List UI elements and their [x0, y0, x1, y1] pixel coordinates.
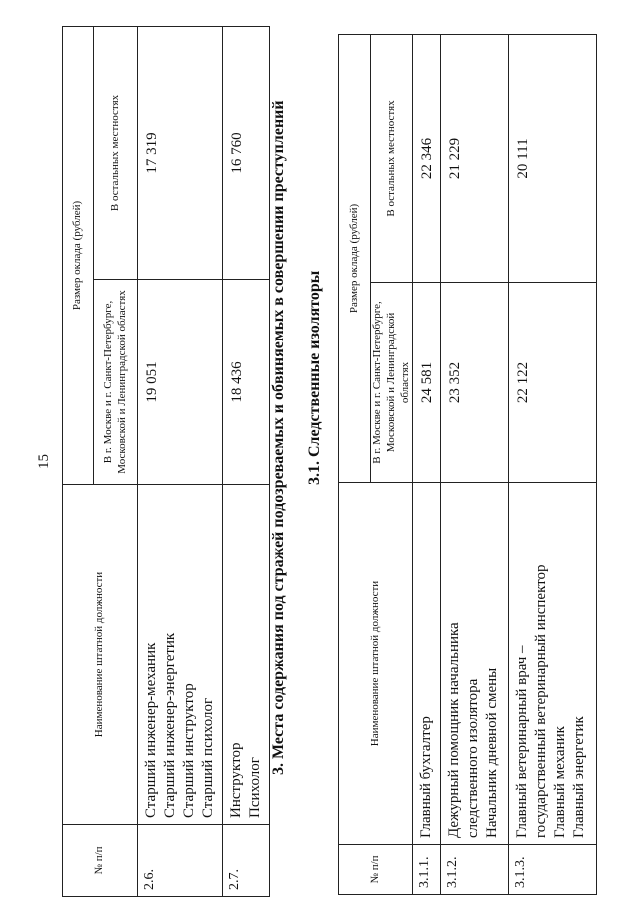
position-cell	[441, 483, 509, 845]
section-heading: 3. Места содержания под стражей подозреваемых и обвиняемых в совершении преступлений	[270, 100, 287, 775]
position-line: Главный ветеринарный врач –	[514, 645, 531, 838]
header-other: В остальных местностях	[94, 26, 138, 279]
salary-moscow: 24 581	[413, 283, 441, 483]
salary-moscow: 22 122	[509, 283, 597, 483]
position-line: Старший инструктор	[181, 683, 197, 818]
header-salary: Размер оклада (рублей)	[63, 26, 94, 484]
header-moscow: В г. Москве и г. Санкт-Петербурге, Московской и Ленинградской областях	[94, 280, 138, 485]
table-row	[223, 26, 270, 896]
header-moscow: В г. Москве и г. Санкт-Петербурге, Московской и Ленинградской областях	[371, 283, 413, 483]
row-number: 2.6.	[138, 825, 223, 897]
position-line: Психолог	[247, 757, 263, 818]
salary-other: 21 229	[441, 34, 509, 282]
row-number: 2.7.	[223, 825, 270, 897]
position-line: Главный механик	[552, 726, 569, 838]
salary-other: 17 319	[138, 26, 223, 279]
position-line: Старший психолог	[200, 697, 216, 818]
table-row	[413, 34, 441, 894]
salary-table-1	[62, 26, 270, 897]
header-no: № п/п	[339, 845, 413, 895]
salary-moscow: 23 352	[441, 283, 509, 483]
position-cell	[509, 483, 597, 845]
header-other: В остальных местностях	[371, 34, 413, 282]
header-position: Наименование штатной должности	[339, 483, 413, 845]
position-line: Главный бухгалтер	[418, 716, 435, 838]
table-row	[441, 34, 509, 894]
salary-moscow: 19 051	[138, 280, 223, 485]
subsection-heading: 3.1. Следственные изоляторы	[306, 270, 323, 485]
position-cell	[138, 485, 223, 825]
salary-other: 20 111	[509, 34, 597, 282]
header-salary: Размер оклада (рублей)	[339, 34, 371, 482]
salary-other: 22 346	[413, 34, 441, 282]
row-number: 3.1.3.	[509, 845, 597, 895]
position-line: Начальник дневной смены	[484, 667, 501, 838]
salary-table-2	[338, 34, 597, 895]
position-line: Дежурный помощник начальника	[446, 622, 463, 838]
page-number: 15	[36, 454, 52, 469]
table-row	[138, 26, 223, 896]
position-cell	[223, 485, 270, 825]
table-row	[509, 34, 597, 894]
salary-other: 16 760	[223, 26, 270, 279]
position-line: Старший инженер-энергетик	[162, 632, 178, 818]
position-line: Старший инженер-механик	[143, 642, 159, 818]
header-position: Наименование штатной должности	[63, 485, 138, 825]
row-number: 3.1.1.	[413, 845, 441, 895]
position-line: следственного изолятора	[465, 678, 482, 838]
header-no: № п/п	[63, 825, 138, 897]
position-line: Инструктор	[228, 742, 244, 818]
row-number: 3.1.2.	[441, 845, 509, 895]
position-line: Главный энергетик	[571, 716, 588, 838]
salary-moscow: 18 436	[223, 280, 270, 485]
position-cell	[413, 483, 441, 845]
position-line: государственный ветеринарный инспектор	[533, 564, 550, 838]
